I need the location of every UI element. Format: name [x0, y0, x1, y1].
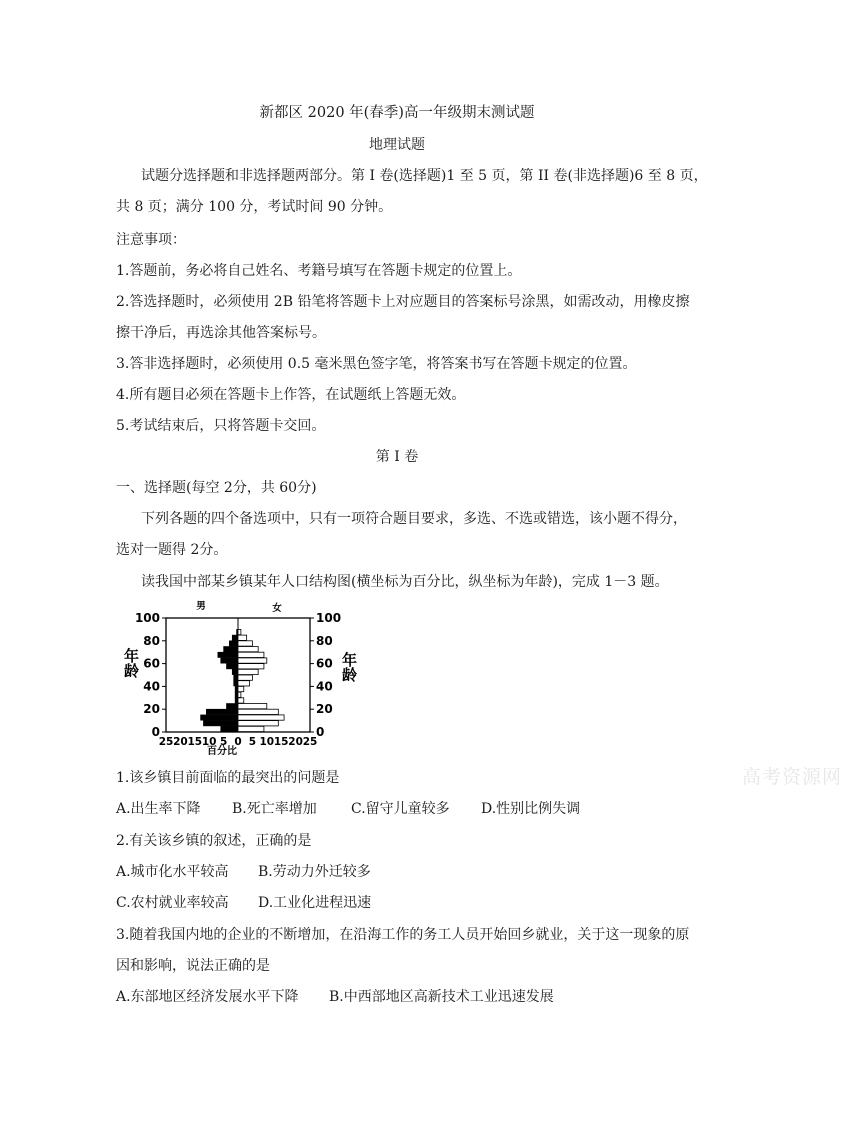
note-3: 3.答非选择题时，必须使用 0.5 毫米黑色签字笔，将答案书写在答题卡规定的位置。	[116, 356, 637, 372]
question-3-option-b[interactable]: B.中西部地区高新技术工业迅速发展	[329, 989, 554, 1005]
x-tick-label-left: 0	[234, 736, 242, 748]
male-bar	[224, 647, 238, 652]
question-2-stem: 2.有关该乡镇的叙述，正确的是	[116, 833, 312, 849]
female-bar	[238, 692, 241, 697]
y-tick-label-right: 60	[316, 656, 333, 671]
question-1-option-a[interactable]: A.出生率下降	[116, 801, 201, 817]
male-bar	[206, 709, 238, 714]
question-2-option-d[interactable]: D.工业化进程迅速	[258, 895, 372, 911]
male-bar	[235, 686, 238, 691]
x-tick-label-right: 15	[273, 736, 289, 748]
female-bar	[238, 698, 244, 703]
left-y-axis-title: 年龄	[122, 648, 140, 678]
male-bar	[203, 721, 238, 726]
notes-heading: 注意事项：	[116, 232, 186, 248]
female-bar	[238, 641, 252, 646]
y-tick-label-right: 20	[316, 702, 333, 717]
female-bar	[238, 675, 252, 680]
female-bar	[238, 652, 264, 657]
exam-title: 新都区 2020 年(春季)高一年级期末测试题	[259, 105, 535, 121]
x-tick-label-left: 15	[187, 736, 203, 748]
male-bar	[201, 715, 238, 720]
note-5: 5.考试结束后，只将答题卡交回。	[116, 418, 326, 434]
question-3-stem-2: 因和影响，说法正确的是	[116, 958, 270, 974]
question-1-stem: 1.该乡镇目前面临的最突出的问题是	[116, 770, 340, 786]
instruction-line-2: 选对一题得 2分。	[116, 542, 228, 558]
male-bar	[232, 669, 238, 674]
male-bar	[218, 652, 238, 657]
y-tick-label-right: 80	[316, 633, 333, 648]
note-4: 4.所有题目必须在答题卡上作答，在试题纸上答题无效。	[116, 387, 466, 403]
female-bar	[238, 658, 267, 663]
population-pyramid-chart	[112, 594, 358, 760]
note-2a: 2.答选择题时，必须使用 2B 铅笔将答题卡上对应题目的答案标号涂黑，如需改动，用橡皮擦	[116, 294, 690, 310]
x-tick-label-right: 25	[302, 736, 318, 748]
x-tick-label-left: 25	[158, 736, 174, 748]
x-tick-label-left: 5	[219, 736, 228, 748]
male-bar	[234, 681, 238, 686]
y-tick-label-left: 80	[143, 633, 160, 648]
question-3-option-a[interactable]: A.东部地区经济发展水平下降	[116, 989, 299, 1005]
question-1-option-c[interactable]: C.留守儿童较多	[351, 801, 450, 817]
female-bar	[238, 686, 244, 691]
female-legend: 女	[272, 603, 282, 614]
male-bar	[229, 641, 238, 646]
male-bar	[221, 658, 238, 663]
female-bar	[238, 664, 264, 669]
note-1: 1.答题前，务必将自己姓名、考籍号填写在答题卡规定的位置上。	[116, 263, 522, 279]
female-bar	[238, 721, 278, 726]
question-2-option-a[interactable]: A.城市化水平较高	[116, 864, 229, 880]
female-bar	[238, 715, 284, 720]
question-1-option-d[interactable]: D.性别比例失调	[481, 801, 581, 817]
male-legend: 男	[196, 601, 206, 612]
male-bar	[232, 635, 238, 640]
question-3-stem-1: 3.随着我国内地的企业的不断增加，在沿海工作的务工人员开始回乡就业，关于这一现象的原	[116, 927, 690, 943]
female-bar	[238, 709, 278, 714]
female-bar	[238, 647, 258, 652]
male-bar	[221, 726, 238, 731]
y-tick-label-right: 0	[316, 725, 325, 739]
question-2-option-b[interactable]: B.劳动力外迁较多	[258, 864, 371, 880]
x-tick-label-right: 20	[288, 736, 303, 748]
female-bar	[238, 629, 241, 634]
male-bar	[235, 698, 238, 703]
female-bar	[238, 669, 258, 674]
question-2-option-c[interactable]: C.农村就业率较高	[116, 895, 229, 911]
y-tick-label-left: 60	[143, 656, 160, 671]
x-tick-label-right: 5	[248, 736, 257, 748]
y-tick-label-left: 0	[151, 725, 160, 739]
female-bar	[238, 681, 250, 686]
male-bar	[226, 664, 238, 669]
female-bar	[238, 635, 247, 640]
x-tick-label-left: 20	[173, 736, 188, 748]
male-bar	[234, 675, 238, 680]
male-bar	[235, 692, 238, 697]
exam-subject: 地理试题	[369, 137, 425, 153]
note-2b: 擦干净后，再选涂其他答案标号。	[116, 325, 326, 341]
y-tick-label-left: 20	[143, 702, 160, 717]
female-bar	[238, 726, 264, 731]
intro-line-1: 试题分选择题和非选择题两部分。第 I 卷(选择题)1 至 5 页，第 II 卷(非选择题)6 至 8 页，	[141, 168, 708, 184]
instruction-line-1: 下列各题的四个备选项中，只有一项符合题目要求，多选、不选或错选，该小题不得分，	[141, 511, 687, 527]
reading-prompt: 读我国中部某乡镇某年人口结构图(横坐标为百分比，纵坐标为年龄)，完成 1－3 题。	[141, 574, 669, 590]
volume-heading: 第 I 卷	[375, 449, 419, 465]
y-tick-label-right: 40	[316, 679, 333, 694]
male-bar	[226, 704, 238, 709]
female-bar	[238, 704, 267, 709]
x-tick-label-left: 10	[201, 736, 217, 748]
question-1-option-b[interactable]: B.死亡率增加	[232, 801, 317, 817]
y-tick-label-right: 100	[316, 611, 342, 625]
section-heading: 一、选择题(每空 2分，共 60分)	[116, 480, 317, 496]
intro-line-2: 共 8 页；满分 100 分，考试时间 90 分钟。	[116, 199, 393, 215]
y-tick-label-left: 100	[134, 611, 160, 625]
y-tick-label-left: 40	[143, 679, 160, 694]
watermark: 高考资源网	[742, 766, 842, 788]
x-tick-label-right: 10	[259, 736, 275, 748]
right-y-axis-title: 年龄	[340, 652, 358, 682]
x-axis-title: 百分比	[207, 746, 237, 757]
